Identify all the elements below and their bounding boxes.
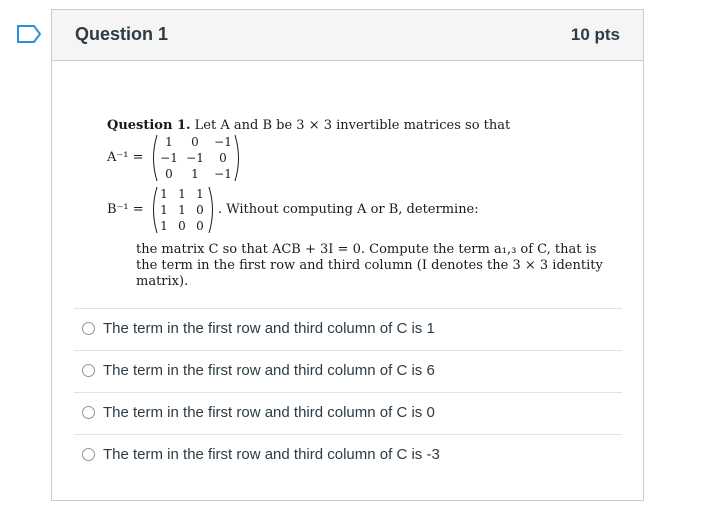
question-intro	[107, 118, 510, 133]
b-inv-cell: 1	[160, 203, 168, 217]
a-inv-cell: 0	[219, 151, 227, 165]
b-inverse-trailing: . Without computing A or B, determine:	[218, 202, 479, 217]
a-inv-cell: −1	[186, 151, 204, 165]
a-inverse-matrix	[150, 133, 242, 183]
answer-option[interactable]	[74, 308, 622, 350]
answer-label[interactable]: The term in the first row and third column of C is -3	[103, 446, 440, 463]
b-inv-cell: 0	[196, 203, 204, 217]
question-title: Question 1	[75, 24, 169, 44]
question-header	[52, 10, 643, 61]
flag-question-icon[interactable]	[16, 24, 42, 44]
b-inv-cell: 1	[160, 219, 168, 233]
answer-option[interactable]	[74, 392, 622, 434]
b-inv-cell: 0	[196, 219, 204, 233]
radio-button[interactable]	[82, 448, 95, 461]
answer-option[interactable]	[74, 434, 622, 476]
answer-label[interactable]: The term in the first row and third column of C is 0	[103, 404, 435, 421]
b-inv-cell: 1	[178, 203, 186, 217]
a-inv-cell: 1	[191, 167, 199, 181]
b-inverse-label: B⁻¹ =	[107, 202, 144, 217]
radio-button[interactable]	[82, 364, 95, 377]
question-description: the matrix C so that ACB + 3I = 0. Compute the term a₁,₃ of C, that is the term in the first row and third column (I denotes the 3 × 3 identity matrix).	[136, 242, 603, 289]
question-intro-bold: Question 1.	[107, 118, 191, 133]
a-inv-cell: −1	[214, 167, 232, 181]
radio-button[interactable]	[82, 406, 95, 419]
question-body	[52, 61, 643, 501]
answer-list	[74, 308, 622, 476]
a-inv-cell: −1	[214, 135, 232, 149]
question-card	[51, 9, 644, 501]
answer-label[interactable]: The term in the first row and third column of C is 1	[103, 320, 435, 337]
question-points: 10 pts	[570, 25, 620, 44]
b-inverse-matrix	[150, 185, 216, 235]
answer-label[interactable]: The term in the first row and third column of C is 6	[103, 362, 435, 379]
a-inv-cell: −1	[160, 151, 178, 165]
b-inv-cell: 1	[160, 187, 168, 201]
a-inv-cell: 1	[165, 135, 173, 149]
b-inv-cell: 0	[178, 219, 186, 233]
answer-option[interactable]	[74, 350, 622, 392]
question-intro-text: Let A and B be 3 × 3 invertible matrices so that	[194, 118, 511, 133]
a-inv-cell: 0	[191, 135, 199, 149]
b-inv-cell: 1	[178, 187, 186, 201]
a-inv-cell: 0	[165, 167, 173, 181]
radio-button[interactable]	[82, 322, 95, 335]
b-inv-cell: 1	[196, 187, 204, 201]
a-inverse-label: A⁻¹ =	[107, 150, 144, 165]
